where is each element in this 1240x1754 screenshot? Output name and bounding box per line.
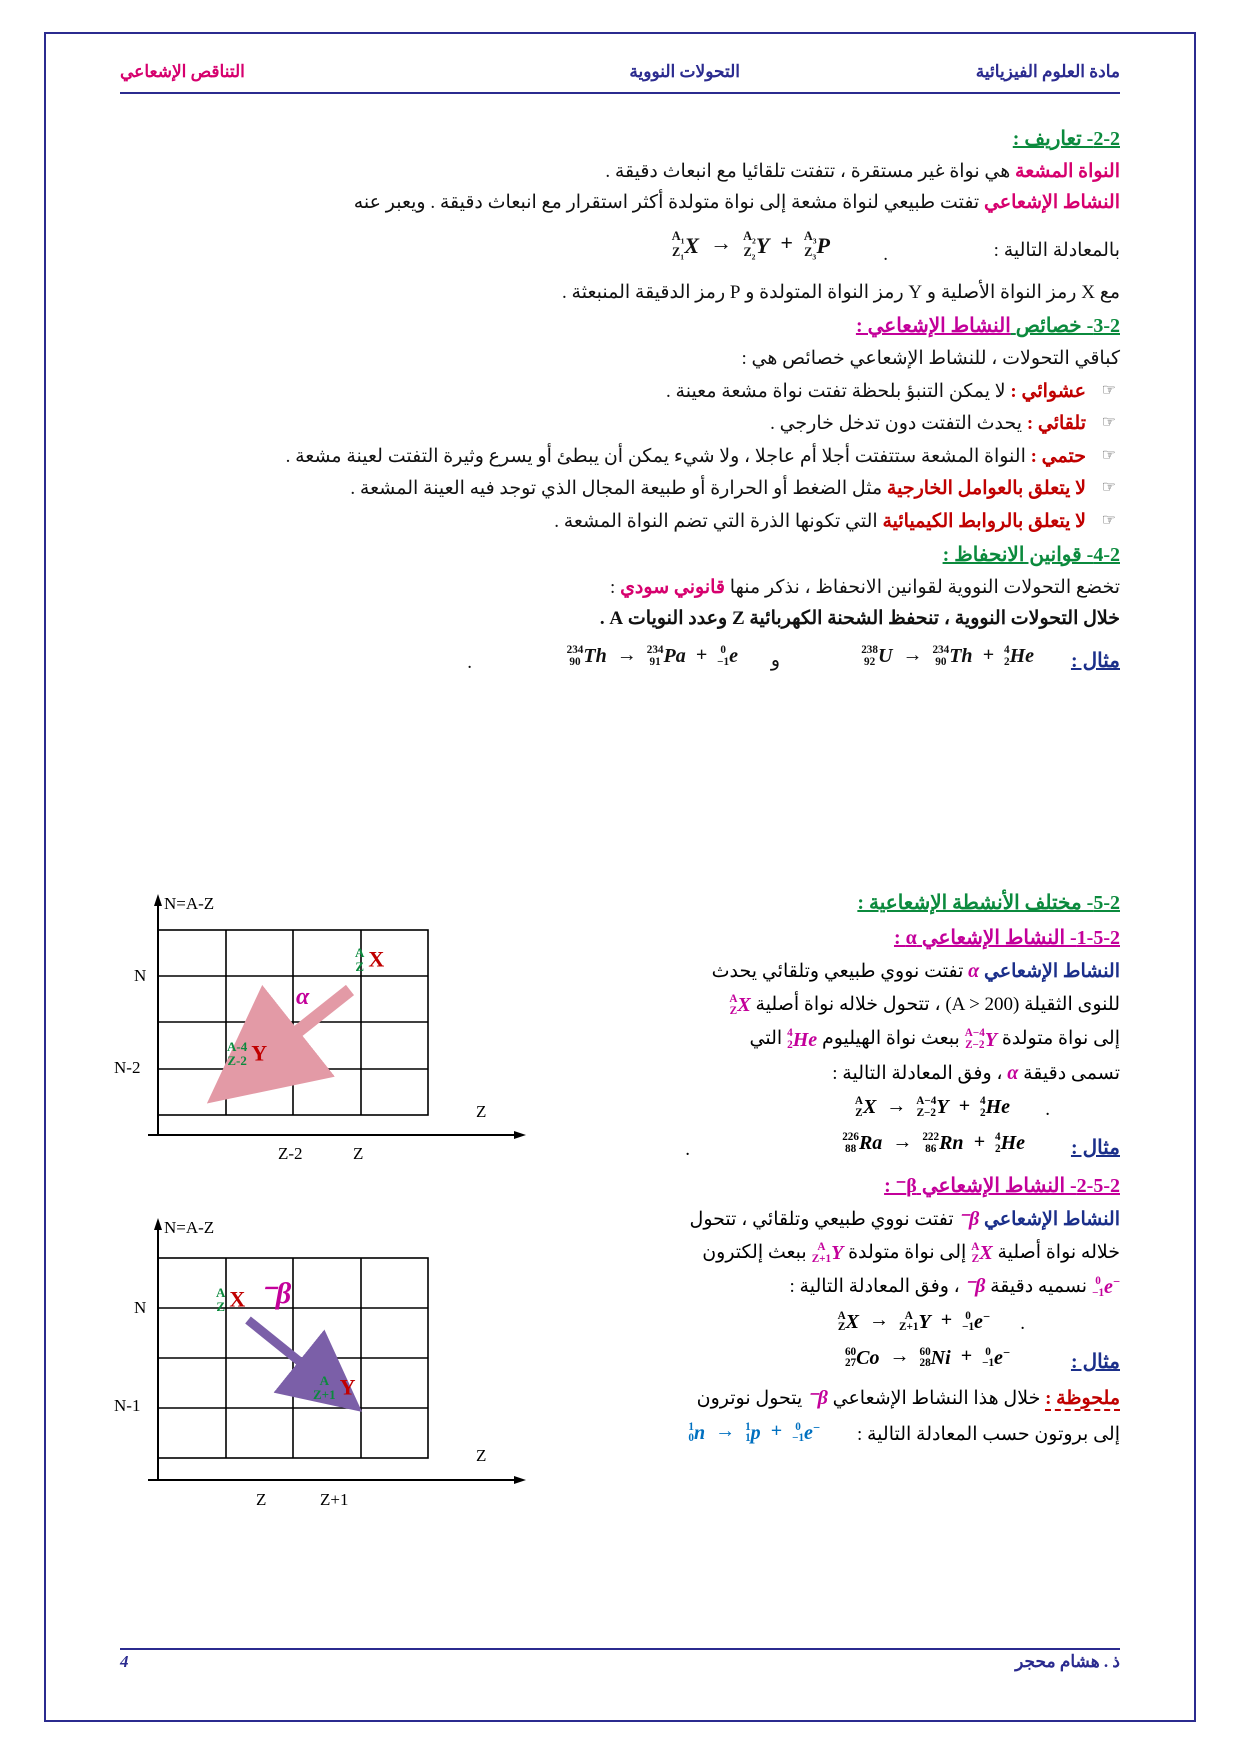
footer-rule xyxy=(120,1648,1120,1650)
note-text-b: يتحول نوترون xyxy=(696,1388,803,1410)
example-label: مثال : xyxy=(1070,649,1120,672)
alpha-p3 xyxy=(500,1023,1120,1055)
definition-radioactivity-text: تفتت طبيعي لنواة مشعة إلى نواة متولدة أكثر استقرار مع انبعاث دقيقة . ويعبر عنه xyxy=(353,192,980,214)
beta-y-tick-n1: N-1 xyxy=(114,1396,141,1415)
beta-note-equation-row xyxy=(500,1416,1120,1452)
beta-note xyxy=(500,1383,1120,1414)
alpha-term: النشاط الإشعاعي xyxy=(983,961,1120,982)
alpha-decay-diagram xyxy=(114,880,548,1190)
beta-p2-c: ببعث إلكترون xyxy=(702,1241,807,1263)
footer-author: ذ . هشام محجر xyxy=(1015,1652,1120,1671)
alpha-node-parent xyxy=(355,946,384,973)
conservation-intro xyxy=(120,573,1120,602)
alpha-example-equation: 226 88 Ra → 222 86 Rn + 4 2 He xyxy=(842,1130,1025,1155)
alpha-p1 xyxy=(500,956,1120,987)
definition-nucleus xyxy=(120,157,1120,186)
beta-p1 xyxy=(500,1204,1120,1235)
alpha-parent-z: Z xyxy=(355,958,365,974)
equation-legend: مع X رمز النواة الأصلية و Y رمز النواة المتولدة و P رمز الدقيقة المنبعثة . xyxy=(562,281,1120,303)
soddy-laws-term: قانوني سودي xyxy=(620,576,725,598)
list-item xyxy=(120,409,1120,438)
bullet-icon: ☞ xyxy=(1101,381,1116,399)
subsection-title-alpha: 1-5-2- النشاط الإشعاعي α : xyxy=(893,927,1120,949)
section-title-properties-b: النشاط الإشعاعي : xyxy=(855,315,1011,338)
general-equation-row xyxy=(120,220,1120,276)
alpha-x-tick-z: Z xyxy=(353,1144,364,1163)
alpha-p2-text: للنوى الثقيلة (A > 200) ، تتحول خلاله نواة أصلية xyxy=(755,994,1120,1015)
beta-equation-period: . xyxy=(1020,1313,1025,1335)
note-label: ملحوظة : xyxy=(1045,1388,1120,1410)
beta-arrow-label: β⁻ xyxy=(260,1277,292,1310)
beta-parent-z: Z xyxy=(216,1298,226,1314)
note-text-c: إلى بروتون حسب المعادلة التالية : xyxy=(856,1424,1120,1446)
beta-p1-text: تفتت نووي طبيعي وتلقائي ، تتحول xyxy=(689,1208,954,1230)
alpha-symbol: α xyxy=(968,960,980,982)
alpha-p4-a: تسمى دقيقة xyxy=(1023,1062,1120,1084)
alpha-parent-a: A xyxy=(355,945,365,960)
alpha-p3-a: إلى نواة متولدة xyxy=(1001,1028,1120,1050)
alpha-x-tick-z2: Z-2 xyxy=(278,1144,303,1163)
alpha-decay-equation: A Z X → A−4 Z−2 Y + 4 2 He xyxy=(854,1094,1010,1119)
conservation-statement: خلال التحولات النووية ، تنحفظ الشحنة الكهربائية Z وعدد النويات A . xyxy=(599,608,1120,630)
beta-node-child xyxy=(313,1374,355,1401)
beta-p3-a: نسميه دقيقة xyxy=(990,1276,1088,1298)
examples-period: . xyxy=(467,651,472,673)
beta-y-tick-n: N xyxy=(134,1298,147,1317)
beta-child-z: Z+1 xyxy=(313,1386,336,1402)
definition-nucleus-text: هي نواة غير مستقرة ، تتفتت تلقائيا مع انبعاث دقيقة . xyxy=(605,161,1011,182)
alpha-child-symbol: Y xyxy=(251,1040,268,1066)
alpha-example-period: . xyxy=(685,1138,690,1160)
alpha-p1-text: تفتت نووي طبيعي وتلقائي يحدث xyxy=(711,961,964,982)
beta-p3-b: ، وفق المعادلة التالية : xyxy=(789,1276,960,1298)
properties-list xyxy=(120,377,1120,536)
properties-intro: كباقي التحولات ، للنشاط الإشعاعي خصائص هي : xyxy=(741,348,1120,370)
header-topic: التناقص الإشعاعي xyxy=(120,62,245,81)
section-title-definitions: 2-2- تعاريف : xyxy=(1012,128,1120,150)
beta-example-equation: 60 27 Co → 60 28 Ni + 0 −1 e− xyxy=(844,1345,1010,1370)
beta-decay-equation: A Z X → A Z+1 Y + 0 −1 e− xyxy=(837,1309,990,1334)
page-footer xyxy=(120,1652,1120,1682)
section-title-types: 5-2- مختلف الأنشطة الإشعاعية : xyxy=(857,892,1120,914)
page-header xyxy=(120,62,1120,92)
conservation-intro-c: : xyxy=(610,576,616,598)
alpha-p3-b: ببعث نواة الهيليوم xyxy=(821,1028,960,1050)
alpha-y-tick-n: N xyxy=(134,966,147,985)
equation-intro-label: بالمعادلة التالية : xyxy=(993,239,1120,261)
alpha-diagram-svg xyxy=(128,880,548,1190)
term-radioactivity: النشاط الإشعاعي xyxy=(983,192,1120,214)
note-text-a: خلال هذا النشاط الإشعاعي xyxy=(832,1388,1041,1410)
general-decay-equation: $A_1$ $Z_1$ X → $A_2$ $Z_2$ Y + $A_3$ $Z_3$ P xyxy=(671,229,830,262)
beta-term: النشاط الإشعاعي xyxy=(983,1208,1120,1230)
beta-p2-b: إلى نواة متولدة xyxy=(848,1241,967,1263)
term-radioactive-nucleus: النواة المشعة xyxy=(1015,161,1120,182)
beta-parent-a: A xyxy=(216,1285,226,1300)
beta-symbol: β⁻ xyxy=(958,1207,980,1230)
beta-equation-row xyxy=(500,1305,1120,1339)
example-label: مثال : xyxy=(1070,1351,1120,1374)
section-title-conservation: 4-2- قوانين الانحفاظ : xyxy=(942,543,1120,566)
definition-radioactivity xyxy=(120,188,1120,217)
property-tag: تلقائي : xyxy=(1026,413,1086,435)
beta-child-symbol: Y xyxy=(339,1374,356,1400)
header-chapter: التحولات النووية xyxy=(629,62,740,81)
alpha-parent-symbol: X xyxy=(368,946,385,972)
beta-x-tick-z: Z xyxy=(256,1490,267,1509)
page-number: 4 xyxy=(120,1652,129,1671)
beta-y-axis-title: N=A-Z xyxy=(164,1218,215,1237)
bullet-icon: ☞ xyxy=(1101,414,1116,432)
neutron-decay-equation: 1 0 n → 1 1 p + 0 −1 e− xyxy=(688,1420,820,1445)
alpha-parent-nuclide: A Z X xyxy=(729,993,751,1017)
alpha-arrow-label: α xyxy=(296,984,310,1010)
list-item xyxy=(120,507,1120,536)
beta-p2 xyxy=(500,1237,1120,1269)
beta-decay-diagram xyxy=(114,1200,548,1530)
subsection-title-beta: 2-5-2- النشاط الإشعاعي β⁻ : xyxy=(884,1174,1120,1197)
beta-diagram-svg xyxy=(128,1200,548,1530)
beta-electron-nuclide: 0 −1 e− xyxy=(1092,1274,1120,1299)
radioactivity-types-column xyxy=(500,884,1120,1454)
beta-parent-symbol: X xyxy=(229,1286,246,1312)
property-text: مثل الضغط أو الحرارة أو طبيعة المجال الذي توجد فيه العينة المشعة . xyxy=(350,478,883,500)
alpha-daughter-nuclide: A−4 Z−2 Y xyxy=(964,1027,998,1052)
alpha-equation-period: . xyxy=(1045,1098,1050,1120)
bullet-icon: ☞ xyxy=(1101,479,1116,497)
list-item xyxy=(120,377,1120,406)
alpha-y-axis-title: N=A-Z xyxy=(164,894,215,913)
conservation-example-2: 234 90 Th → 234 91 Pa + 0 −1 e xyxy=(566,643,738,668)
alpha-child-a: A-4 xyxy=(227,1039,248,1054)
example-label: مثال : xyxy=(1070,1136,1120,1159)
beta-child-a: A xyxy=(319,1373,329,1388)
conservation-examples-row xyxy=(120,636,1120,682)
beta-p3 xyxy=(500,1271,1120,1303)
property-tag: حتمي : xyxy=(1030,445,1086,467)
alpha-child-z: Z-2 xyxy=(227,1052,247,1068)
alpha-y-tick-n2: N-2 xyxy=(114,1058,141,1077)
beta-p2-a: خلاله نواة أصلية xyxy=(997,1241,1120,1263)
list-item xyxy=(120,474,1120,503)
bullet-icon: ☞ xyxy=(1101,511,1116,529)
beta-x-tick-z1: Z+1 xyxy=(320,1490,349,1509)
section-title-properties-a: 3-2- خصائص xyxy=(1015,315,1120,338)
alpha-p3-c: التي xyxy=(749,1028,783,1050)
alpha-p4-b: ، وفق المعادلة التالية : xyxy=(832,1062,1003,1084)
beta-parent-nuclide: A Z X xyxy=(971,1240,993,1265)
note-beta-symbol: β⁻ xyxy=(807,1387,828,1410)
equation-period: . xyxy=(883,243,888,265)
property-tag: لا يتعلق بالروابط الكيميائية xyxy=(882,510,1086,532)
alpha-example-row xyxy=(500,1127,1120,1167)
beta-example-row xyxy=(500,1341,1120,1381)
conservation-example-1: 238 92 U → 234 90 Th + 4 2 He xyxy=(861,643,1034,668)
alpha-p4 xyxy=(500,1058,1120,1089)
alpha-particle-symbol: α xyxy=(1007,1061,1019,1084)
property-text: يحدث التفتت دون تدخل خارجي . xyxy=(770,413,1023,435)
beta-x-axis-title: Z xyxy=(476,1446,487,1465)
property-text: التي تكونها الذرة التي تضم النواة المشعة . xyxy=(554,510,878,532)
alpha-equation-row xyxy=(500,1091,1120,1125)
alpha-p2 xyxy=(500,989,1120,1021)
list-item xyxy=(120,442,1120,471)
conservation-intro-a: تخضع التحولات النووية لقوانين الانحفاظ ، نذكر منها xyxy=(729,576,1120,598)
beta-daughter-nuclide: A Z+1 Y xyxy=(811,1240,844,1265)
alpha-helium-nuclide: 4 2 He xyxy=(787,1027,818,1052)
property-tag: عشوائي : xyxy=(1010,380,1086,402)
document-content xyxy=(120,120,1120,684)
bullet-icon: ☞ xyxy=(1101,446,1116,464)
header-rule xyxy=(120,92,1120,94)
beta-node-parent xyxy=(216,1286,245,1313)
beta-particle-symbol: β⁻ xyxy=(964,1275,986,1298)
property-tag: لا يتعلق بالعوامل الخارجية xyxy=(886,478,1086,500)
property-text: لا يمكن التنبؤ بلحظة تفتت نواة مشعة معينة . xyxy=(666,380,1006,402)
examples-conjunction: و xyxy=(770,649,780,671)
header-subject: مادة العلوم الفيزيائية xyxy=(975,62,1120,81)
alpha-node-child xyxy=(227,1040,267,1067)
alpha-x-axis-title: Z xyxy=(476,1102,487,1121)
property-text: النواة المشعة ستتفتت أجلا أم عاجلا ، ولا شيء يمكن أن يبطئ أو يسرع وثيرة التفتت لعينة مشعة . xyxy=(285,445,1026,467)
section-title-properties xyxy=(120,311,1120,342)
